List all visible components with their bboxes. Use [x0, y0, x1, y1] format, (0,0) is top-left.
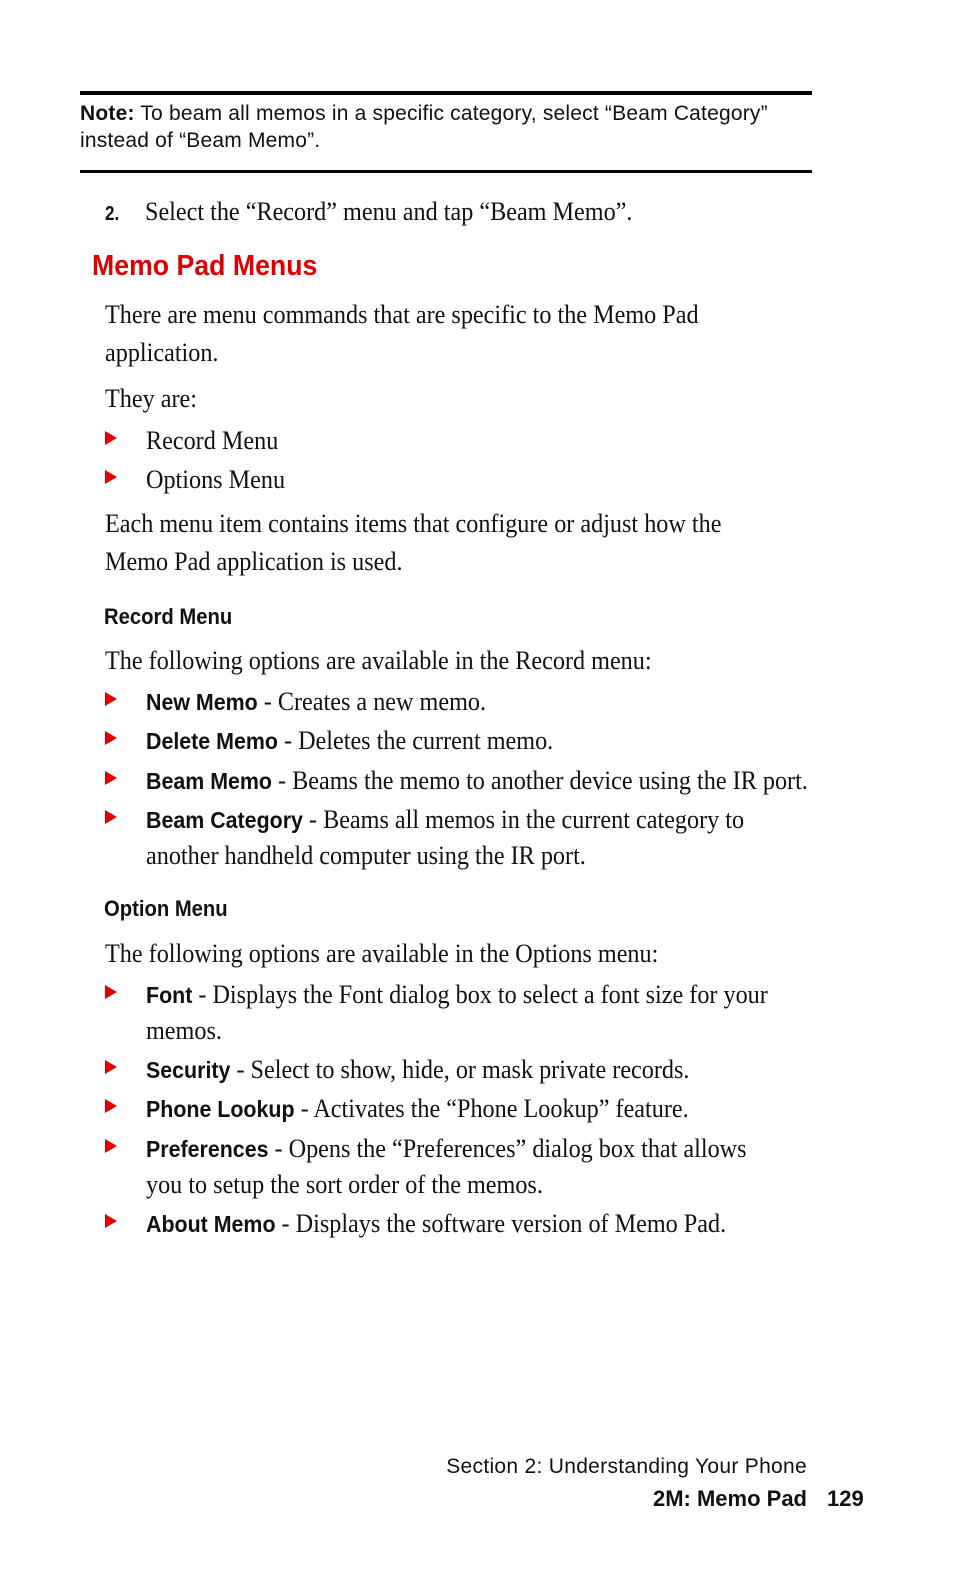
footer-section: Section 2: Understanding Your Phone: [446, 1455, 807, 1478]
list-item-text: Record Menu: [146, 426, 279, 455]
section-heading: Memo Pad Menus: [92, 250, 318, 282]
bullet-arrow-icon: [105, 731, 117, 745]
item-desc: - Beams the memo to another device using the IR port.: [272, 766, 808, 795]
item-desc: - Beams all memos in the current category to another handheld computer using the IR port.: [146, 805, 745, 870]
they-are-text: They are:: [105, 384, 197, 413]
item-term: Security: [146, 1057, 231, 1083]
item-desc: - Opens the “Preferences” dialog box that allows you to setup the sort order of the memos.: [146, 1134, 747, 1199]
item-desc: - Select to show, hide, or mask private records.: [230, 1055, 690, 1084]
note-text: To beam all memos in a specific category, select “Beam Category” instead of “Beam Memo”.: [80, 102, 768, 152]
step-2: [105, 196, 815, 230]
bullet-arrow-icon: [105, 1099, 117, 1113]
list-item-text: Options Menu: [146, 465, 286, 494]
note-bottom-rule: [80, 170, 812, 173]
item-term: About Memo: [146, 1211, 276, 1237]
item-desc: - Deletes the current memo.: [277, 726, 554, 755]
section-intro: There are menu commands that are specific to the Memo Pad application.: [105, 300, 699, 367]
item-desc: - Displays the software version of Memo Pad.: [275, 1209, 727, 1238]
item-desc: - Creates a new memo.: [257, 687, 487, 716]
note-top-rule: [80, 91, 812, 95]
record-menu-heading: Record Menu: [104, 604, 233, 629]
option-menu-heading: Option Menu: [104, 896, 228, 921]
bullet-arrow-icon: [105, 1214, 117, 1228]
item-term: Font: [146, 982, 193, 1008]
section-closing: Each menu item contains items that configure or adjust how the Memo Pad application is used.: [105, 509, 722, 576]
bullet-arrow-icon: [105, 692, 117, 706]
footer-chapter: 2M: Memo Pad: [652, 1486, 807, 1511]
note: [80, 100, 810, 154]
item-term: Preferences: [146, 1136, 269, 1162]
item-term: Beam Memo: [146, 768, 273, 794]
item-term: Beam Category: [146, 807, 303, 833]
record-menu-intro: The following options are available in the Record menu:: [105, 646, 652, 675]
item-term: New Memo: [146, 689, 258, 715]
item-desc: - Displays the Font dialog box to select a font size for your memos.: [146, 980, 768, 1045]
item-term: Delete Memo: [146, 728, 278, 754]
bullet-arrow-icon: [105, 771, 117, 785]
item-desc: - Activates the “Phone Lookup” feature.: [294, 1094, 689, 1123]
step-number: 2.: [105, 203, 120, 225]
bullet-arrow-icon: [105, 810, 117, 824]
item-term: Phone Lookup: [146, 1096, 295, 1122]
note-label: Note:: [80, 102, 135, 125]
bullet-arrow-icon: [105, 1060, 117, 1074]
step-text: Select the “Record” menu and tap “Beam Memo”.: [145, 197, 633, 226]
option-menu-intro: The following options are available in the Options menu:: [105, 939, 659, 968]
bullet-arrow-icon: [105, 1139, 117, 1153]
bullet-arrow-icon: [105, 470, 117, 484]
bullet-arrow-icon: [105, 431, 117, 445]
page-number: 129: [827, 1486, 864, 1511]
bullet-arrow-icon: [105, 985, 117, 999]
